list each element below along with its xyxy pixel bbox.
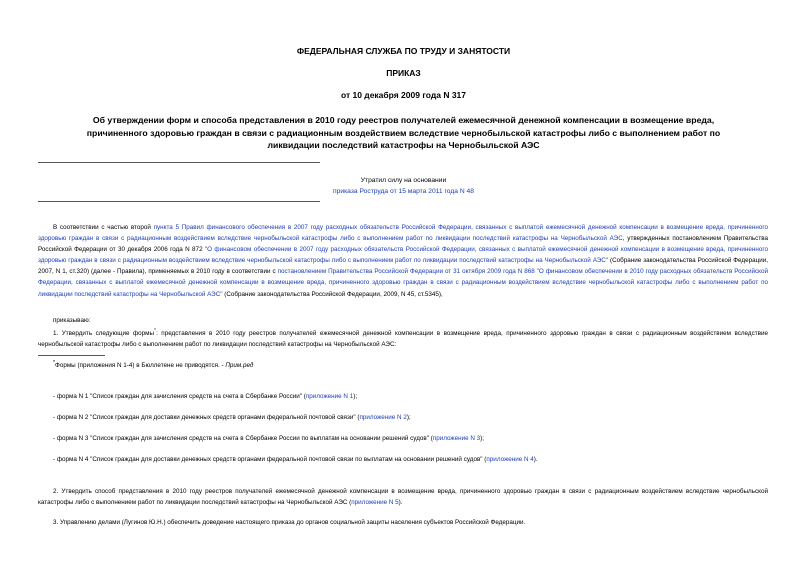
footnote	[53, 358, 253, 371]
preamble-paragraph	[38, 222, 768, 300]
form-item-4	[53, 455, 538, 465]
item-1-text-cont: : представления в 2010 году реестров получателей ежемесячной денежной компенсации в возмещение вреда, причиненного здоровью граждан в связи с радиационным воздействием вследствие чернобыльской катастрофы либо с выполнением работ по ликвидации последствий катастрофы на Чернобыльской АЭС:	[38, 330, 768, 349]
status-note-link-wrap	[0, 188, 807, 195]
doc-date-number: от 10 декабря 2009 года N 317	[340, 90, 467, 100]
form-item-2	[53, 413, 411, 423]
appendix-3-link[interactable]: приложение N 3	[432, 435, 481, 442]
form-text: - форма N 4 "Список граждан для доставки денежных средств органами федеральной почтовой связи по выплатам на основании решений судов" (	[53, 456, 487, 463]
preamble-text-1: В соответствии с частью второй	[53, 224, 154, 231]
form-item-3	[53, 434, 484, 444]
appendix-2-link[interactable]: приложение N 2	[359, 414, 407, 421]
form-end: );	[353, 393, 358, 400]
form-end: );	[406, 414, 411, 421]
appendix-5-link[interactable]: приложение N 5	[351, 499, 399, 507]
footnote-marker[interactable]: *	[154, 328, 157, 334]
divider-top	[38, 162, 320, 163]
form-end: ).	[533, 456, 538, 463]
footnote-marker-ref: *	[53, 360, 56, 366]
repeal-order-link[interactable]: приказа Роструда от 15 марта 2011 года N 48	[333, 188, 474, 195]
item-2	[38, 486, 768, 508]
status-note: Утратил силу на основании	[360, 177, 447, 184]
form-end: );	[480, 435, 485, 442]
item-3: 3. Управлению делами (Лугинов Ю.Н.) обеспечить доведение настоящего приказа до органов социальной защиты населения субъектов Российской Федерации.	[53, 519, 526, 526]
doc-type: ПРИКАЗ	[386, 68, 421, 78]
footnote-text: Формы (приложения N 1-4) в Бюллетене не приводятся. -	[55, 362, 226, 370]
item-1-text: 1. Утвердить следующие формы	[53, 330, 155, 338]
form-item-1	[53, 392, 357, 402]
form-text: - форма N 1 "Список граждан для зачисления средств на счета в Сбербанке России" (	[53, 393, 306, 400]
item-2-end: ).	[398, 499, 403, 507]
form-text: - форма N 3 "Список граждан для зачисления средств на счета в Сбербанке России по выплатам на основании решений судов" (	[53, 435, 433, 442]
decree-868-link[interactable]: постановлением Правительства Российской Федерации от 31 октября 2009 года N 868 "О финансовом обеспечении в 2010 году расходных обязательств Российской Федерации, связанных с выплатой ежемесячной денежной компенсации в возмещение вреда, причиненного здоровью граждан в связи с радиационным воздействием вследствие чернобыльской катастрофы либо с выполнением работ по ликвидации последствий катастрофы на Чернобыльской АЭС"	[38, 268, 768, 298]
agency-name: ФЕДЕРАЛЬНАЯ СЛУЖБА ПО ТРУДУ И ЗАНЯТОСТИ	[296, 46, 511, 56]
preamble-text-3: (Собрание законодательства Российской Федерации, 2007, N 1, ст.320) (далее - Правила), применяемых в 2010 году в соответствии с	[38, 257, 768, 276]
appendix-1-link[interactable]: приложение N 1	[305, 393, 354, 400]
appendix-4-link[interactable]: приложение N 4	[486, 456, 534, 463]
item-1	[38, 326, 768, 350]
order-word: приказываю:	[53, 317, 91, 324]
preamble-text-2: , утвержденных постановлением Правительства Российской Федерации от 30 декабря 2006 года N 872	[38, 235, 768, 254]
preamble-text-4: (Собрание законодательства Российской Федерации, 2009, N 45, ст.5345),	[222, 290, 443, 298]
doc-title: Об утверждении форм и способа представления в 2010 году реестров получателей ежемесячной денежной компенсации в возмещение вреда, причиненного здоровью граждан в связи с радиационным воздействием вследствие чернобыльской катастрофы либо с выполнением работ по ликвидации последствий катастрофы на Чернобыльской АЭС	[86, 115, 721, 150]
footnote-divider	[38, 355, 105, 356]
rules-clause-link[interactable]: пункта 5 Правил финансового обеспечения в 2007 году расходных обязательств Российской Федерации, связанных с выплатой ежемесячной денежной компенсации в возмещение вреда, причиненного здоровью граждан в связи с радиационным воздействием вследствие чернобыльской катастрофы либо с выполнением работ по ликвидации последствий катастрофы на Чернобыльской АЭС	[38, 224, 768, 243]
form-text: - форма N 2 "Список граждан для доставки денежных средств органами федеральной почтовой связи" (	[53, 414, 360, 421]
divider-bottom	[38, 201, 320, 202]
item-2-text: 2. Утвердить способ представления в 2010 году реестров получателей ежемесячной денежной компенсации в возмещение вреда, причиненного здоровью граждан в связи с радиационным воздействием вследствие чернобыльской катастрофы либо с выполнением работ по ликвидации последствий катастрофы на Чернобыльской АЭС (	[38, 488, 768, 507]
decree-872-link[interactable]: "О финансовом обеспечении в 2007 году расходных обязательств Российской Федерации, связанных с выплатой ежемесячной денежной компенсации в возмещение вреда, причиненного здоровью граждан в связи с радиационным воздействием вследствие чернобыльской катастрофы либо с выполнением работ по ликвидации последствий катастрофы на Чернобыльской АЭС"	[38, 246, 768, 265]
editor-note: Прим.ред	[225, 362, 254, 370]
